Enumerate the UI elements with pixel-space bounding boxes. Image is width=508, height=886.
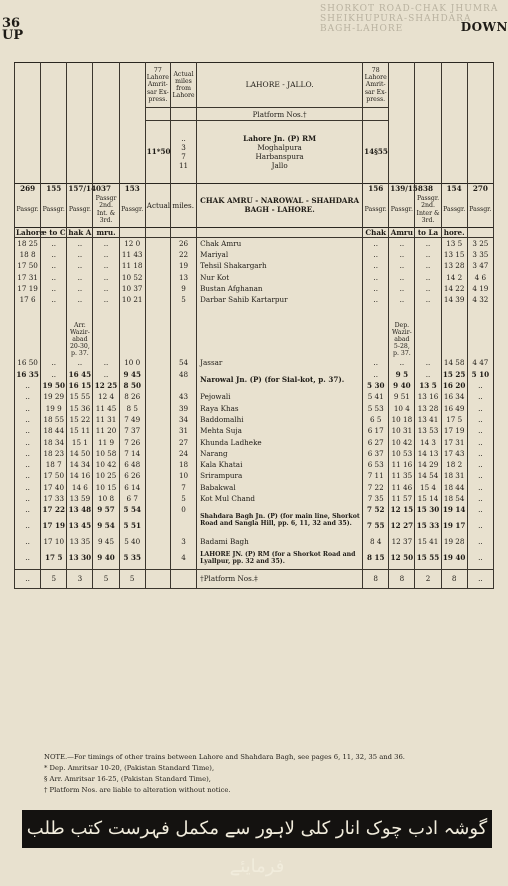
- note-amritsar-dep: * Dep. Amritsar 10-20, (Pakistan Standard Time),: [44, 764, 215, 772]
- dep-wazirabad-note: Dep. Wazir-abad 5-28, p. 37.: [389, 305, 415, 357]
- top-header-row: [15, 63, 494, 108]
- table-row: 18 25 .. .. .. 12 0 26 Chak Amru .. .. .. 13 5 3 25: [15, 237, 494, 249]
- train-77-header: 77 Lahore Amrit-sar Ex-press.: [145, 63, 170, 108]
- table-row: .. 19 29 15 55 12 4 8 26 43 Pejowali 5 41 9 51 13 16 16 34 ..: [15, 391, 494, 402]
- table-row: 18 8 .. .. .. 11 43 22 Mariyal .. .. .. 13 15 3 35: [15, 249, 494, 260]
- train-78-time: 14§55: [363, 121, 389, 184]
- platform-nos-label: Platform Nos.†: [197, 108, 363, 121]
- wazirabad-notes-row: [15, 305, 494, 357]
- urdu-advertisement-banner: گوشہ ادب چوک انار کلی لاہور سے مکمل فہرست کتب طلب فرمایئے: [22, 810, 492, 848]
- table-row: 16 35 .. 16 45 .. 9 45 48 Narowal Jn. (P) (for Sial-kot, p. 37). .. 9 5 .. 15 25 5 10: [15, 369, 494, 380]
- timetable: [14, 62, 494, 589]
- note-platform: † Platform Nos. are liable to alteration without notice.: [44, 786, 231, 794]
- note-amritsar-arr: § Arr. Amritsar 16-25, (Pakistan Standard Time),: [44, 775, 211, 783]
- table-row: .. 19 50 16 15 12 25 8 50 5 30 9 40 13 5 16 20 ..: [15, 380, 494, 391]
- footnotes: [44, 752, 484, 796]
- train-78-header: 78 Lahore Amrit-sar Ex-press.: [363, 63, 389, 108]
- table-row: .. 18 44 15 11 11 20 7 37 31 Mehta Suja 6 17 10 31 13 53 17 19 ..: [15, 425, 494, 436]
- table-row: .. 17 5 13 30 9 40 5 35 4 LAHORE JN. (P) RM (for a Shorkot Road and Lyallpur, pp. 32 and 35). 8 15 12 50 15 55 19 40 ..: [15, 547, 494, 570]
- table-row: .. 17 10 13 35 9 45 5 40 3 Badami Bagh 8 4 12 37 15 41 19 28 ..: [15, 535, 494, 546]
- top-station-list: Lahore Jn. (P) RM Moghalpura Harbanspura Jallo: [197, 121, 363, 184]
- section2-type-row: Passgr. Passgr. Passgr. Passgr 2nd. Int. & 3rd. Passgr. Passgr. Passgr. Passgr. 2nd. Inter & 3rd. Passgr. Passgr.: [15, 193, 494, 228]
- actual-miles: Actual miles.: [145, 183, 170, 227]
- table-row: 17 31 .. .. .. 10 52 13 Nur Kot .. .. .. 14 2 4 6: [15, 271, 494, 282]
- table-row: 17 6 .. .. .. 10 21 5 Darbar Sahib Kartarpur .. .. .. 14 39 4 32: [15, 294, 494, 305]
- table-row: .. 18 34 15 1 11 9 7 26 27 Khunda Ladheke 6 27 10 42 14 3 17 31 ..: [15, 436, 494, 447]
- page-number-up: 36 UP: [2, 16, 24, 43]
- top-stations-row: [15, 121, 494, 184]
- table-row: .. 17 50 14 16 10 25 6 26 10 Srirampura 7 11 11 35 14 54 18 31 ..: [15, 470, 494, 481]
- faded-header: SHORKOT ROAD-CHAK JHUMRA SHEIKHUPURA-SHAHDARA BAGH-LAHORE: [320, 4, 499, 34]
- down-label: DOWN: [460, 20, 508, 34]
- table-row: .. 18 23 14 50 10 58 7 14 24 Narang 6 37 10 53 14 13 17 43 ..: [15, 448, 494, 459]
- table-row: 17 50 .. .. .. 11 18 19 Tehsil Shakargarh .. .. .. 13 28 3 47: [15, 260, 494, 271]
- top-platform-row: [15, 108, 494, 121]
- train-77-time: 11*50: [145, 121, 170, 184]
- arr-wazirabad-note: Arr. Wazir-abad 20-30, p. 37.: [67, 305, 93, 357]
- table-row: .. 17 33 13 59 10 8 6 7 5 Kot Mul Chand 7 35 11 57 15 14 18 54 ..: [15, 493, 494, 504]
- table-row: .. 19 9 15 36 11 45 8 5 39 Raya Khas 5 53 10 4 13 28 16 49 ..: [15, 402, 494, 413]
- section-title-chak-amru: CHAK AMRU - NAROWAL - SHAHDARA BAGH - LAHORE.: [197, 183, 363, 227]
- actual-miles-from-lahore: Actual miles from Lahore: [170, 63, 196, 108]
- top-miles: .. 3 7 11: [170, 121, 196, 184]
- table-row: .. 17 40 14 6 10 15 6 14 7 Babakwal 7 22 11 46 15 4 18 44 ..: [15, 482, 494, 493]
- table-row: .. 17 19 13 45 9 54 5 51 7 55 12 27 15 33 19 17 ..: [15, 515, 494, 535]
- section-title-lahore-jallo: LAHORE - JALLO.: [197, 63, 363, 108]
- table-row: .. 18 7 14 34 10 42 6 48 18 Kala Khatai 6 53 11 16 14 29 18 2 ..: [15, 459, 494, 470]
- table-row: 16 50 .. .. .. 10 0 54 Jassar .. .. .. 14 58 4 47: [15, 357, 494, 368]
- platform-row: .. 5 3 5 5 †Platform Nos.‡ 8 8 2 8 ..: [15, 569, 494, 588]
- section2-number-row: 269 155 157/140 37 153 Actual miles. CHAK AMRU - NAROWAL - SHAHDARA BAGH - LAHORE. 156 139/158 38 154 270: [15, 183, 494, 193]
- table-row: .. 18 55 15 22 11 31 7 49 34 Baddomalhi 6 5 10 18 13 41 17 5 ..: [15, 414, 494, 425]
- route-row: Lahore e to C hak A mru. Chak Amru to La hore.: [15, 227, 494, 237]
- note-main: NOTE.—For timings of other trains between Lahore and Shahdara Bagh, see pages 6, 11, 32, 35 and 36.: [44, 753, 405, 761]
- table-row: 17 19 .. .. .. 10 37 9 Bustan Afghanan .. .. .. 14 22 4 19: [15, 283, 494, 294]
- table-row: .. 17 22 13 48 9 57 5 54 0 Shahdara Bagh Jn. (P) (for main line, Shorkot Road and Sangla Hill, pp. 6, 11, 32 and 35). 7 52 12 15 15 30 19 14 ..: [15, 504, 494, 515]
